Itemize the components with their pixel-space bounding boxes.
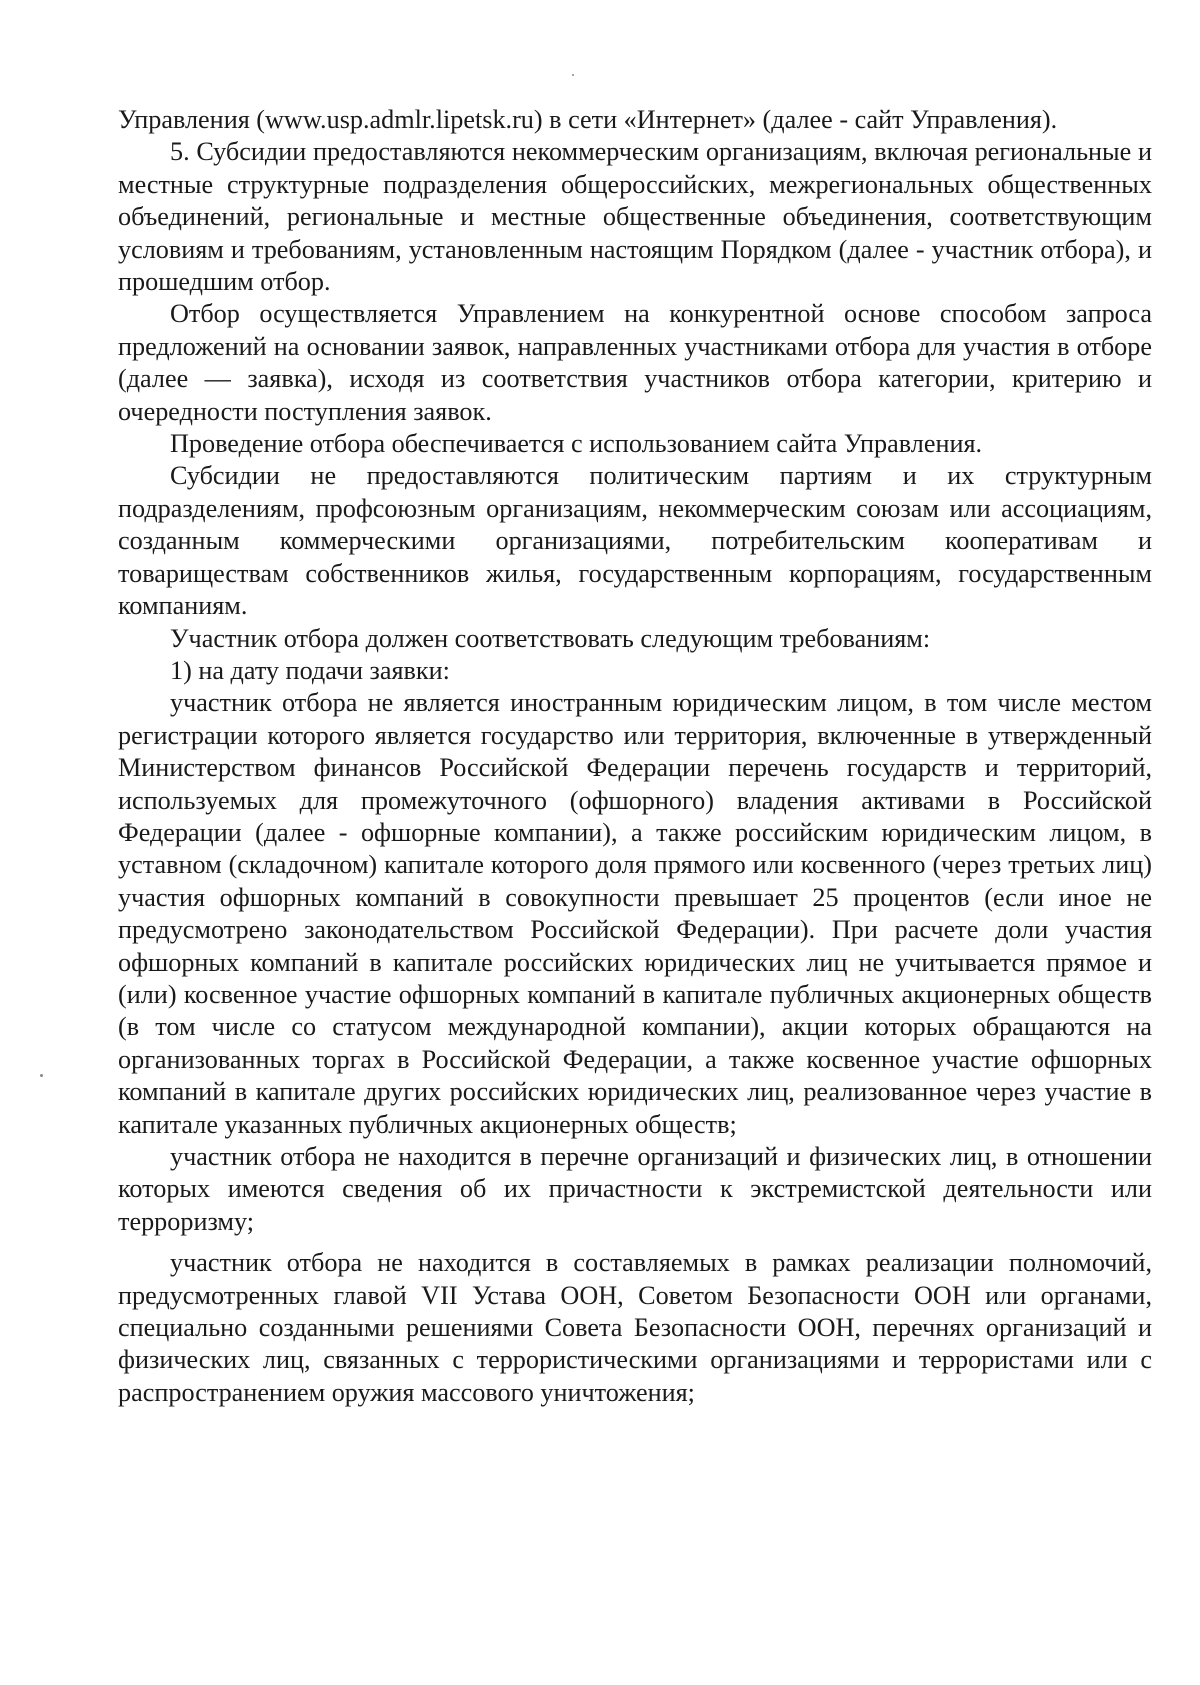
scan-speck [40,1074,43,1077]
paragraph-5: Участник отбора должен соответствовать следующим требованиям: [170,623,931,653]
paragraph-9: участник отбора не находится в составляемых в рамках реализации полномочий, предусмотренных главой VII Устава ООН, Советом Безопасности ООН или органами, специально созданными решениями Совета Безопасности ООН, перечнях организаций и физических лиц, связанных с террористическими организациями и террористами или с распространением оружия массового уничтожения; [118,1248,1152,1407]
paragraph-6: 1) на дату подачи заявки: [170,655,450,685]
paragraph-0: Управления (www.usp.admlr.lipetsk.ru) в сети «Интернет» (далее - сайт Управления). [118,105,1058,134]
paragraph-8: участник отбора не находится в перечне организаций и физических лиц, в отношении которых имеются сведения об их причастности к экстремистской деятельности или терроризму; [118,1142,1152,1236]
paragraph-2: Отбор осуществляется Управлением на конкурентной основе способом запроса предложений на основании заявок, направленных участниками отбора для участия в отборе (далее — заявка), исходя из соответствия участников отбора категории, критерию и очередности поступления заявок. [118,299,1152,426]
paragraph-7: участник отбора не является иностранным юридическим лицом, в том числе местом регистрации которого является государство или территория, включенные в утвержденный Министерством финансов Российской Федерации перечень государств и территорий, используемых для промежуточного (офшорного) владения активами в Российской Федерации (далее - офшорные компании), а также российским юридическим лицом, в уставном (складочном) капитале которого доля прямого или косвенного (через третьих лиц) участия офшорных компаний в совокупности превышает 25 процентов (если иное не предусмотрено законодательством Российской Федерации). При расчете доли участия офшорных компаний в капитале российских юридических лиц не учитывается прямое и (или) косвенное участие офшорных компаний в капитале публичных акционерных обществ (в том числе со статусом международной компании), акции которых обращаются на организованных торгах в Российской Федерации, а также косвенное участие офшорных компаний в капитале других российских юридических лиц, реализованное через участие в капитале указанных публичных акционерных обществ; [118,688,1152,1139]
document-page [118,104,1152,1409]
paragraph-3: Проведение отбора обеспечивается с использованием сайта Управления. [170,429,983,459]
scan-speck [572,74,574,76]
paragraph-4: Субсидии не предоставляются политическим партиям и их структурным подразделениям, профсоюзным организациям, некоммерческим союзам или ассоциациям, созданным коммерческими организациями, потребительским кооперативам и товариществам собственников жилья, государственным корпорациям, государственным компаниям. [118,461,1152,621]
paragraph-1: 5. Субсидии предоставляются некоммерческим организациям, включая региональные и местные структурные подразделения общероссийских, межрегиональных общественных объединений, региональные и местные общественные объединения, соответствующим условиям и требованиям, установленным настоящим Порядком (далее - участник отбора), и прошедшим отбор. [118,137,1152,297]
